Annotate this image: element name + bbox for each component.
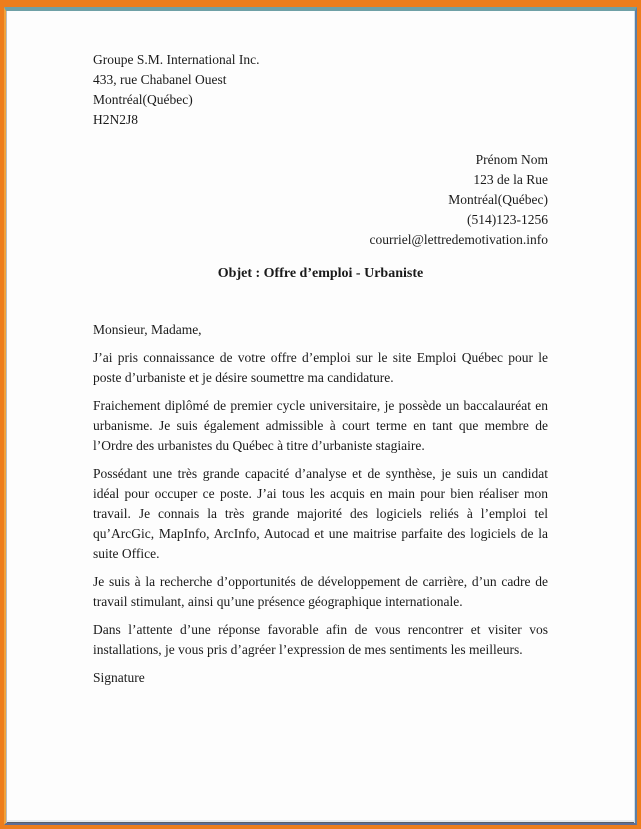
sender-company: Groupe S.M. International Inc. [93, 52, 260, 67]
applicant-phone: (514)123-1256 [467, 212, 548, 227]
page-frame-inner-accent [4, 7, 637, 825]
applicant-address-block [93, 150, 548, 250]
applicant-city: Montréal(Québec) [448, 192, 548, 207]
body-paragraph-5: Dans l’attente d’une réponse favorable afin de vous rencontrer et visiter vos installations, je vous pris d’agréer l’expression de mes sentiments les meilleurs. [93, 622, 548, 657]
applicant-email: courriel@lettredemotivation.info [369, 232, 548, 247]
letter-document [6, 11, 635, 823]
sender-address-block [93, 50, 548, 130]
sender-street: 433, rue Chabanel Ouest [93, 72, 227, 87]
sender-city: Montréal(Québec) [93, 92, 193, 107]
sender-postal-code: H2N2J8 [93, 112, 139, 127]
salutation: Monsieur, Madame, [93, 322, 202, 337]
body-paragraph-1: J’ai pris connaissance de votre offre d’emploi sur le site Emploi Québec pour le poste d’urbaniste et je désire soumettre ma candidature. [93, 350, 548, 385]
body-paragraph-4: Je suis à la recherche d’opportunités de développement de carrière, d’un cadre de travail stimulant, ainsi qu’une présence géographique internationale. [93, 574, 548, 609]
body-paragraph-3: Possédant une très grande capacité d’analyse et de synthèse, je suis un candidat idéal pour occuper ce poste. J’ai tous les acquis en main pour bien réaliser mon travail. Je connais la très grande majorité des logiciels reliés à l’emploi tel qu’ArcGic, MapInfo, ArcInfo, Autocad et une maitrise parfaite des logiciels de la suite Office. [93, 466, 548, 561]
applicant-street: 123 de la Rue [473, 172, 548, 187]
subject-line: Objet : Offre d’emploi - Urbaniste [217, 266, 424, 281]
applicant-name: Prénom Nom [475, 152, 548, 167]
signature-label: Signature [93, 670, 145, 685]
body-paragraph-2: Fraichement diplômé de premier cycle universitaire, je possède un baccalauréat en urbanisme. Je suis également admissible à court terme en tant que membre de l’Ordre des urbanistes du Québec à titre d’urbaniste stagiaire. [93, 398, 548, 453]
